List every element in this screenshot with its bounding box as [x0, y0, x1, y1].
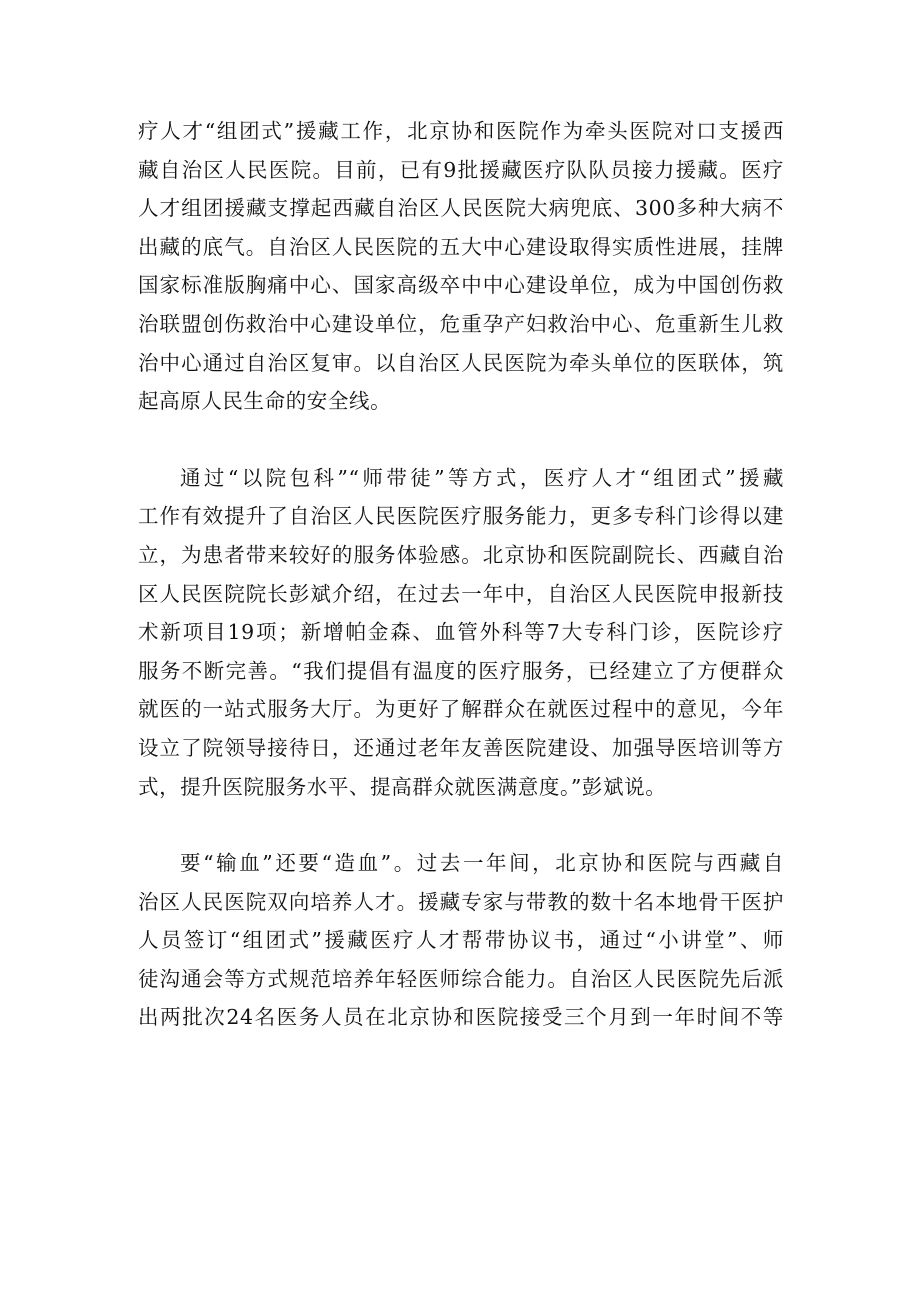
text-line: 人才组团援藏支撑起西藏自治区人民医院大病兜底、300多种大病不	[138, 196, 784, 221]
text-line: 徒沟通会等方式规范培养年轻医师综合能力。自治区人民医院先后派	[138, 966, 784, 991]
text-line: 治区人民医院双向培养人才。援藏专家与带教的数十名本地骨干医护	[138, 889, 784, 914]
text-line: 就医的一站式服务大厅。为更好了解群众在就医过程中的意见，今年	[138, 697, 784, 722]
text-line: 式，提升医院服务水平、提高群众就医满意度。”彭斌说。	[138, 774, 667, 799]
text-line: 起高原人民生命的安全线。	[138, 389, 392, 414]
text-line: 疗人才“组团式”援藏工作，北京协和医院作为牵头医院对口支援西	[138, 119, 784, 143]
text-line: 人员签订“组团式”援藏医疗人才帮带协议书，通过“小讲堂”、师	[138, 928, 784, 953]
text-line: 区人民医院院长彭斌介绍，在过去一年中，自治区人民医院申报新技	[138, 581, 784, 606]
paragraph-3	[138, 844, 784, 1037]
text-line: 术新项目19项；新增帕金森、血管外科等7大专科门诊，医院诊疗	[138, 620, 784, 645]
text-line: 立，为患者带来较好的服务体验感。北京协和医院副院长、西藏自治	[138, 542, 784, 567]
paragraph-2	[138, 459, 784, 806]
document-page	[138, 112, 784, 1037]
text-line: 通过“以院包科”“师带徒”等方式，医疗人才“组团式”援藏	[180, 465, 784, 490]
text-line: 设立了院领导接待日，还通过老年友善医院建设、加强导医培训等方	[138, 735, 784, 760]
text-line: 出藏的底气。自治区人民医院的五大中心建设取得实质性进展，挂牌	[138, 234, 784, 259]
text-line: 服务不断完善。“我们提倡有温度的医疗服务，已经建立了方便群众	[138, 658, 784, 683]
text-line: 要“输血”还要“造血”。过去一年间，北京协和医院与西藏自	[180, 851, 784, 876]
text-line: 治联盟创伤救治中心建设单位，危重孕产妇救治中心、危重新生儿救	[138, 311, 784, 336]
text-line: 工作有效提升了自治区人民医院医疗服务能力，更多专科门诊得以建	[138, 504, 784, 529]
text-line: 国家标准版胸痛中心、国家高级卒中中心建设单位，成为中国创伤救	[138, 273, 784, 298]
paragraph-1	[138, 112, 784, 421]
text-line: 治中心通过自治区复审。以自治区人民医院为牵头单位的医联体，筑	[138, 350, 784, 375]
text-line: 藏自治区人民医院。目前，已有9批援藏医疗队队员接力援藏。医疗	[138, 157, 784, 182]
text-line: 出两批次24名医务人员在北京协和医院接受三个月到一年时间不等	[138, 1005, 784, 1030]
paragraph-gap	[138, 806, 784, 844]
paragraph-gap	[138, 421, 784, 459]
